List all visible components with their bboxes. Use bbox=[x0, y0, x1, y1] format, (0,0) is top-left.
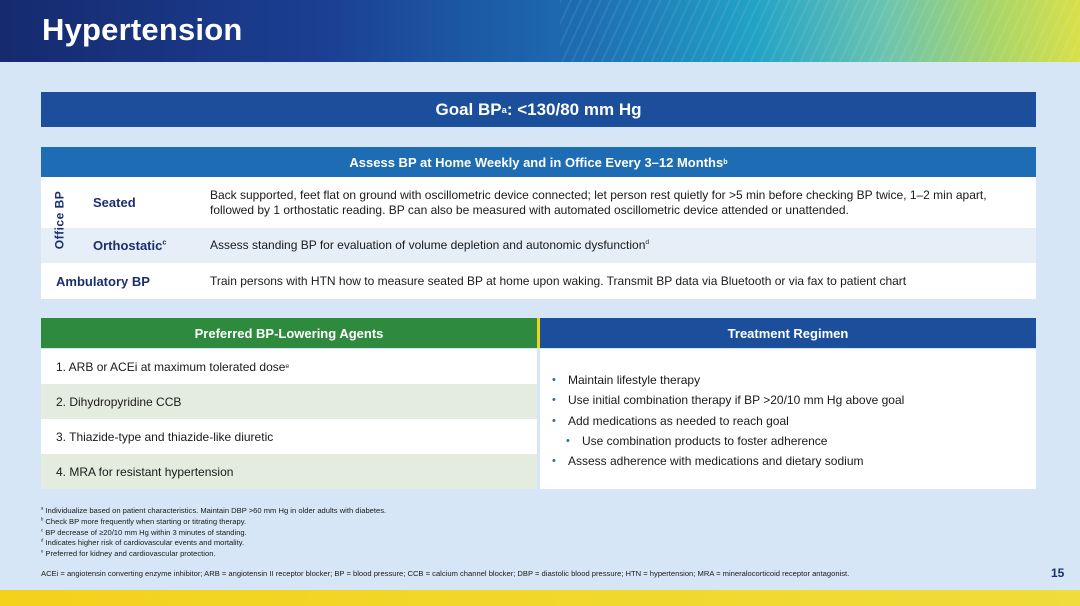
agent-text: 3. Thiazide-type and thiazide-like diuretic bbox=[56, 429, 274, 444]
footnote bbox=[41, 517, 386, 528]
agent-text: 2. Dihydropyridine CCB bbox=[56, 394, 182, 409]
page-title: Hypertension bbox=[42, 12, 243, 47]
footnote bbox=[41, 549, 386, 560]
agent-text: 4. MRA for resistant hypertension bbox=[56, 464, 234, 479]
list-item: 1. ARB or ACEi at maximum tolerated dose e bbox=[41, 349, 537, 384]
list-item bbox=[552, 411, 1036, 431]
row-text-mark: d bbox=[645, 239, 650, 246]
assess-row-seated bbox=[41, 177, 1036, 228]
regimen-text: Add medications as needed to reach goal bbox=[568, 413, 789, 428]
agents-header: Preferred BP-Lowering Agents bbox=[41, 318, 537, 348]
row-label-mark: c bbox=[162, 238, 167, 247]
row-text bbox=[210, 238, 1016, 253]
regimen-text: Assess adherence with medications and dietary sodium bbox=[568, 454, 864, 469]
row-text-body: Assess standing BP for evaluation of volume depletion and autonomic dysfunction bbox=[210, 238, 646, 252]
regimen-text: Maintain lifestyle therapy bbox=[568, 373, 701, 387]
list-item bbox=[41, 384, 537, 419]
footnote-text: BP decrease of ≥20/10 mm Hg within 3 minutes of standing. bbox=[43, 527, 247, 537]
footnote-text: Individualize based on patient characteristics. Maintain DBP >60 mm Hg in older adults with diabetes. bbox=[43, 506, 387, 515]
list-item bbox=[41, 454, 537, 489]
row-label bbox=[93, 238, 166, 253]
list-item bbox=[552, 390, 1036, 410]
goal-value: : <130/80 mm Hg bbox=[506, 99, 642, 119]
bullet-icon: • bbox=[552, 455, 556, 468]
row-text: Train persons with HTN how to measure seated BP at home upon waking. Transmit BP data via Bluetooth or via fax to patient chart bbox=[210, 273, 907, 288]
agent-text: 1. ARB or ACEi at maximum tolerated dose bbox=[56, 359, 286, 374]
row-text: Back supported, feet flat on ground with oscillometric device connected; let person rest quietly for >5 min before checking BP twice, 1–2 min apart, followed by 1 orthostatic reading. BP can also be measured with automated oscillometric device attended or unattended. bbox=[210, 187, 987, 217]
assess-row-orthostatic bbox=[41, 228, 1036, 263]
abbreviations: ACEi = angiotensin converting enzyme inhibitor; ARB = angiotensin II receptor blocker; BP = blood pressure; CCB = calcium channel blocker; DBP = diastolic blood pressure; HTN = hypertension; MRA = mineralocorticoid receptor antagonist. bbox=[41, 569, 850, 578]
footnotes bbox=[41, 506, 386, 560]
list-item bbox=[552, 370, 1036, 390]
bullet-icon: • bbox=[552, 394, 556, 407]
bullet-icon: • bbox=[552, 414, 556, 427]
list-item bbox=[41, 419, 537, 454]
footnote-mark: e bbox=[41, 548, 44, 554]
footnote-text: Preferred for kidney and cardiovascular protection. bbox=[43, 549, 216, 559]
footnote-mark: a bbox=[41, 505, 44, 511]
footnote-mark: d bbox=[41, 537, 44, 543]
row-label: Ambulatory BP bbox=[56, 273, 150, 289]
goal-bp-banner: Goal BP a : <130/80 mm Hg bbox=[41, 92, 1036, 127]
footnote bbox=[41, 538, 386, 549]
row-label-text: Seated bbox=[93, 195, 136, 210]
regimen-text: Use initial combination therapy if BP >20/10 mm Hg above goal bbox=[568, 393, 905, 408]
office-bp-text: Office BP bbox=[52, 190, 67, 250]
list-item bbox=[552, 451, 1036, 471]
assess-row-ambulatory bbox=[41, 263, 1036, 299]
bullet-icon: • bbox=[552, 374, 556, 386]
list-item bbox=[552, 431, 1036, 451]
office-bp-side-label bbox=[41, 177, 77, 263]
footnote-mark: c bbox=[41, 527, 44, 533]
regimen-list bbox=[540, 349, 1036, 489]
regimen-text: Use combination products to foster adherence bbox=[582, 433, 828, 448]
footnote-text: Indicates higher risk of cardiovascular events and mortality. bbox=[43, 538, 245, 548]
page-number: 15 bbox=[1051, 566, 1065, 580]
footnote bbox=[41, 528, 386, 539]
goal-label: Goal BP bbox=[435, 99, 502, 119]
bullet-icon: • bbox=[566, 434, 570, 447]
assess-header-text: Assess BP at Home Weekly and in Office Every 3–12 Months bbox=[349, 154, 724, 170]
footnote-text: Check BP more frequently when starting or titrating therapy. bbox=[43, 516, 247, 526]
regimen-header: Treatment Regimen bbox=[540, 318, 1036, 348]
footnote bbox=[41, 506, 386, 517]
bottom-bar bbox=[0, 590, 1080, 606]
assess-header: Assess BP at Home Weekly and in Office Every 3–12 Months b bbox=[41, 147, 1036, 177]
footnote-mark: b bbox=[41, 516, 44, 522]
row-label bbox=[93, 195, 136, 210]
row-label-text: Orthostatic bbox=[93, 238, 163, 253]
title-banner bbox=[0, 0, 1080, 62]
